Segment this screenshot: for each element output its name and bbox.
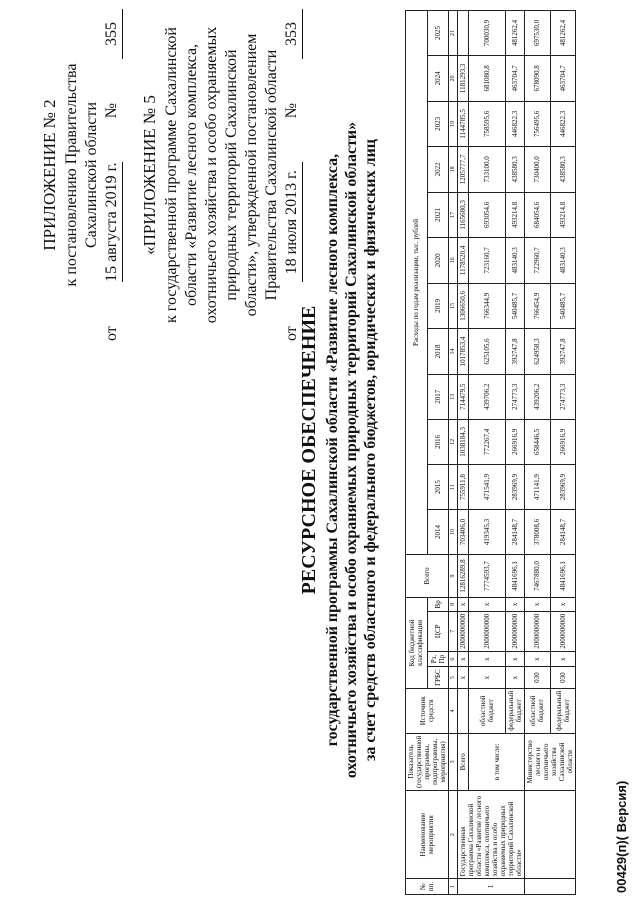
value-cell: 446822,3 — [506, 101, 525, 147]
value-cell: 540485,7 — [506, 283, 525, 329]
header-year: 2015 — [427, 465, 449, 510]
index-cell: 10 — [449, 510, 458, 555]
version-footer: 00429(п)( Версия) — [614, 780, 629, 893]
header-year: 2020 — [427, 238, 449, 284]
value-cell: 1181293,3 — [458, 56, 469, 102]
document-heading — [300, 15, 380, 885]
rz-cell: х — [550, 651, 576, 667]
value-cell: 438580,3 — [506, 147, 525, 193]
header-year: 2017 — [427, 374, 449, 419]
table-row — [469, 11, 506, 895]
grbs-cell: х — [458, 667, 469, 689]
appendix-line: области», утвержденной постановлением — [243, 33, 260, 317]
header-no: № пп. — [406, 879, 449, 895]
row-number: 1 — [458, 879, 525, 895]
header-year: 2018 — [427, 329, 449, 375]
value-cell: 483140,3 — [550, 238, 576, 284]
value-cell: 766454,9 — [525, 283, 551, 329]
rz-cell: х — [506, 651, 525, 667]
rz-cell: х — [458, 651, 469, 667]
index-cell: 4 — [449, 688, 458, 733]
index-cell: 20 — [449, 56, 458, 102]
heading-line: охотничьего хозяйства и особо охраняемых природных территорий Сахалинской области» — [343, 121, 360, 779]
executor-cell: Всего — [458, 733, 469, 790]
value-cell: 463704,7 — [506, 56, 525, 102]
value-cell: 714479,5 — [458, 374, 469, 419]
header-code-item: Вр — [427, 597, 449, 611]
grbs-cell: х — [506, 667, 525, 689]
header-expenses: Расходы по годам реализации, тыс. рублей — [406, 11, 428, 555]
index-cell: 18 — [449, 147, 458, 193]
value-cell: 703406,0 — [458, 510, 469, 555]
source-cell: областной бюджет — [469, 688, 506, 733]
value-cell: 766344,9 — [469, 283, 506, 329]
number-sign: № — [283, 102, 300, 119]
appendix-line: к государственной программе Сахалинской — [163, 27, 180, 323]
total-cell: 4841696,1 — [550, 555, 576, 598]
number-sign: № — [103, 102, 120, 119]
value-cell: 733100,0 — [469, 147, 506, 193]
grbs-cell: 030 — [550, 667, 576, 689]
value-cell: 1038184,3 — [458, 419, 469, 465]
value-cell: 540485,7 — [550, 283, 576, 329]
appendix-line: Сахалинской области — [83, 101, 100, 249]
value-cell: 284148,7 — [550, 510, 576, 555]
index-cell: 8 — [449, 597, 458, 611]
value-cell: 419345,3 — [469, 510, 506, 555]
value-cell: 1165680,3 — [458, 192, 469, 238]
value-cell: 378008,6 — [525, 510, 551, 555]
index-cell: 16 — [449, 238, 458, 284]
appendix-line: к постановлению Правительства — [63, 63, 80, 287]
index-cell: 13 — [449, 374, 458, 419]
resource-table — [405, 10, 576, 895]
vr-cell: х — [550, 597, 576, 611]
csr-cell: 2000000000 — [525, 611, 551, 651]
value-cell — [458, 11, 469, 56]
value-cell: 283969,9 — [550, 465, 576, 510]
row-number — [525, 879, 576, 895]
value-cell: 624958,3 — [525, 329, 551, 375]
grbs-cell: 030 — [525, 667, 551, 689]
index-cell: 11 — [449, 465, 458, 510]
index-cell: 5 — [449, 667, 458, 689]
appendix-line: Правительства Сахалинской области — [263, 49, 280, 301]
value-cell: 483140,3 — [506, 238, 525, 284]
value-cell: 446822,3 — [550, 101, 576, 147]
value-cell: 730400,0 — [525, 147, 551, 193]
value-cell: 625105,6 — [469, 329, 506, 375]
value-cell: 1205777,7 — [458, 147, 469, 193]
table-row — [458, 11, 469, 895]
appendix-date-row — [102, 5, 123, 345]
value-cell: 283969,9 — [506, 465, 525, 510]
vr-cell: х — [458, 597, 469, 611]
table-index-row — [449, 11, 458, 895]
header-year: 2022 — [427, 147, 449, 193]
value-cell: 471141,9 — [525, 465, 551, 510]
date-prefix: от — [103, 326, 120, 341]
value-cell: 439206,2 — [525, 374, 551, 419]
appendix-title: ПРИЛОЖЕНИЕ № 2 — [40, 99, 59, 251]
date-value: 15 августа 2019 г. — [102, 162, 123, 282]
value-cell: 684054,6 — [525, 192, 551, 238]
value-cell: 697530,0 — [525, 11, 551, 56]
value-cell: 1144785,5 — [458, 101, 469, 147]
value-cell: 481262,4 — [506, 11, 525, 56]
header-year: 2024 — [427, 56, 449, 102]
value-cell: 274773,3 — [506, 374, 525, 419]
index-cell: 7 — [449, 611, 458, 651]
value-cell: 1306650,6 — [458, 283, 469, 329]
number-value: 355 — [102, 9, 123, 59]
csr-cell: 2000000000 — [469, 611, 506, 651]
value-cell: 392747,8 — [550, 329, 576, 375]
appendix-block-2 — [140, 5, 303, 345]
header-year: 2025 — [427, 11, 449, 56]
total-cell: 7467880,0 — [525, 555, 551, 598]
grbs-cell: х — [469, 667, 506, 689]
index-cell: 1 — [449, 879, 458, 895]
heading-title: РЕСУРСНОЕ ОБЕСПЕЧЕНИЕ — [298, 305, 320, 595]
header-year: 2023 — [427, 101, 449, 147]
value-cell: 1178520,4 — [458, 238, 469, 284]
header-code-item: Рз, Пр — [427, 651, 449, 667]
value-cell: 756495,6 — [525, 101, 551, 147]
header-total: Всего — [406, 555, 449, 598]
csr-cell: 2000000000 — [550, 611, 576, 651]
csr-cell: 2000000000 — [506, 611, 525, 651]
header-code-item: ЦСР — [427, 611, 449, 651]
source-cell: федеральный бюджет — [550, 688, 576, 733]
value-cell: 284148,7 — [506, 510, 525, 555]
table-row — [525, 11, 551, 895]
value-cell: 392747,8 — [506, 329, 525, 375]
value-cell: 681080,8 — [469, 56, 506, 102]
value-cell: 266916,9 — [506, 419, 525, 465]
appendix-line: области «Развитие лесного комплекса, — [183, 43, 200, 307]
index-cell: 21 — [449, 11, 458, 56]
header-code-item: ГРБС — [427, 667, 449, 689]
heading-line: за счет средств областного и федерального бюджетов, юридических и физических лиц — [362, 138, 379, 762]
index-cell: 6 — [449, 651, 458, 667]
value-cell: 755911,8 — [458, 465, 469, 510]
value-cell: 658446,5 — [525, 419, 551, 465]
date-prefix: от — [283, 326, 300, 341]
index-cell: 9 — [449, 555, 458, 598]
index-cell: 3 — [449, 733, 458, 790]
index-cell: 14 — [449, 329, 458, 375]
header-executor: Показатель (государственной программы, подпрограммы, мероприятия) — [406, 733, 449, 790]
total-cell: 12816289,8 — [458, 555, 469, 598]
header-year: 2019 — [427, 283, 449, 329]
source-cell: федеральный бюджет — [506, 688, 525, 733]
vr-cell: х — [469, 597, 506, 611]
heading-line: государственной программы Сахалинской области «Развитие лесного комплекса, — [324, 153, 341, 747]
vr-cell: х — [525, 597, 551, 611]
header-year: 2014 — [427, 510, 449, 555]
index-cell: 17 — [449, 192, 458, 238]
source-cell: областной бюджет — [525, 688, 551, 733]
value-cell: 700030,9 — [469, 11, 506, 56]
value-cell: 678090,8 — [525, 56, 551, 102]
appendix-title: «ПРИЛОЖЕНИЕ № 5 — [140, 95, 159, 255]
number-value: 353 — [282, 9, 303, 59]
value-cell: 758595,6 — [469, 101, 506, 147]
header-name: Наименование мероприятия — [406, 790, 449, 878]
date-value: 18 июля 2013 г. — [282, 162, 303, 282]
value-cell: 722960,7 — [525, 238, 551, 284]
index-cell: 2 — [449, 790, 458, 878]
value-cell: 481262,4 — [550, 11, 576, 56]
header-code: Код бюджетной классификации — [406, 597, 428, 688]
rz-cell: х — [525, 651, 551, 667]
index-cell: 15 — [449, 283, 458, 329]
value-cell: 274773,3 — [550, 374, 576, 419]
executor-cell: Министерство лесного и охотничьего хозяйства Сахалинской области — [525, 733, 576, 790]
index-cell: 19 — [449, 101, 458, 147]
program-name — [525, 790, 576, 878]
value-cell: 772267,4 — [469, 419, 506, 465]
vr-cell: х — [506, 597, 525, 611]
value-cell: 439706,2 — [469, 374, 506, 419]
total-cell: 4841696,1 — [506, 555, 525, 598]
header-source: Источник средств — [406, 688, 449, 733]
index-cell: 12 — [449, 419, 458, 465]
header-year: 2021 — [427, 192, 449, 238]
appendix-block-1 — [40, 5, 123, 345]
rz-cell: х — [469, 651, 506, 667]
value-cell: 471541,9 — [469, 465, 506, 510]
source-cell — [458, 688, 469, 733]
value-cell: 1017853,4 — [458, 329, 469, 375]
appendix-line: природных территорий Сахалинской — [223, 49, 240, 301]
program-name: Государственная программа Сахалинской области «Развитие лесного комплекса, охотничьего хозяйства и особо охраняемых природных территорий Сахалинской области» — [458, 790, 525, 878]
table-header-row — [406, 11, 428, 895]
value-cell: 723160,7 — [469, 238, 506, 284]
value-cell: 463704,7 — [550, 56, 576, 102]
appendix-line: охотничьего хозяйства и особо охраняемых — [203, 26, 220, 324]
executor-cell: в том числе: — [469, 733, 525, 790]
value-cell: 493214,8 — [550, 192, 576, 238]
total-cell: 7774593,7 — [469, 555, 506, 598]
value-cell: 493214,8 — [506, 192, 525, 238]
csr-cell: 2000000000 — [458, 611, 469, 651]
value-cell: 438580,3 — [550, 147, 576, 193]
header-year: 2016 — [427, 419, 449, 465]
value-cell: 693054,6 — [469, 192, 506, 238]
value-cell: 266916,9 — [550, 419, 576, 465]
